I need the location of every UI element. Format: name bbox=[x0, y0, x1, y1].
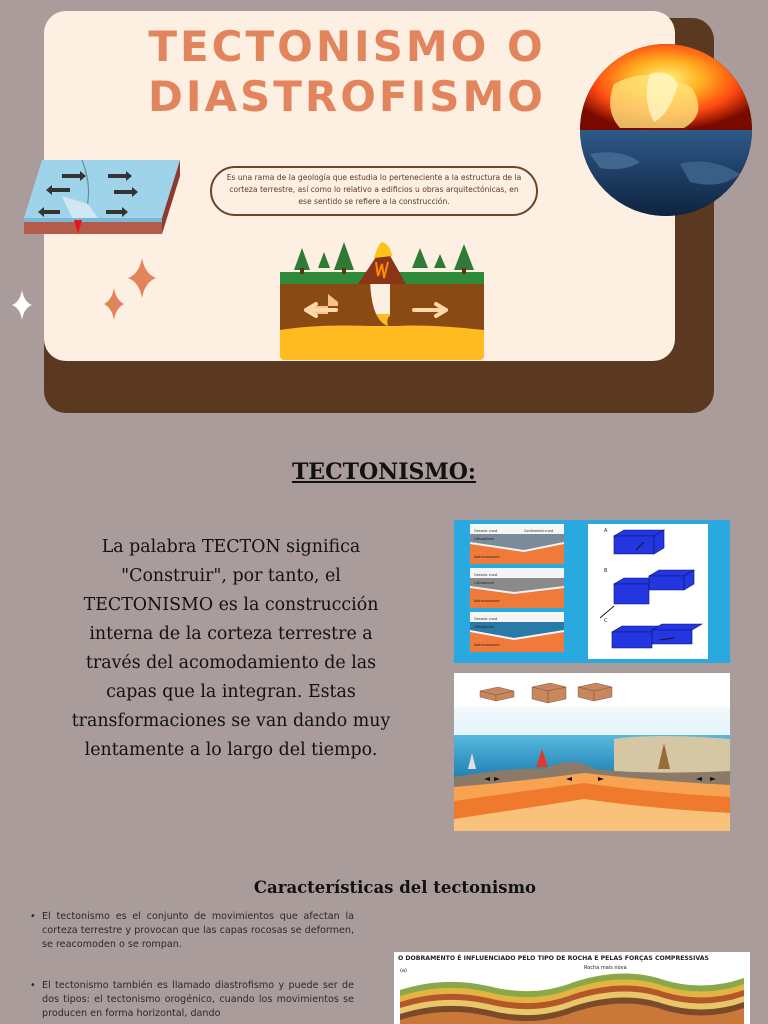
fig1-label-4: Oceanic crust bbox=[474, 573, 498, 577]
fig1-label-7: Oceanic crust bbox=[474, 617, 498, 621]
list-item: • El tectonismo también es llamado diastrofismo y puede ser de dos tipos: el tectonismo orogénico, cuando los movimientos se producen en forma horizontal, dando bbox=[30, 979, 354, 1021]
fig1-label-2: Lithosphere bbox=[474, 537, 494, 541]
fig1-label-3: Asthenosphere bbox=[474, 555, 500, 559]
fig1-label-9: Asthenosphere bbox=[474, 643, 500, 647]
fig1-label-1: Continental crust bbox=[524, 529, 554, 533]
fault-label-b: B bbox=[604, 568, 608, 574]
definition-box bbox=[210, 166, 538, 216]
fold-caption: O DOBRAMENTO É INFLUENCIADO PELO TIPO DE ROCHA E PELAS FORÇAS COMPRESSIVAS bbox=[398, 955, 709, 962]
folding-figure bbox=[394, 952, 750, 1024]
section-title: TECTONISMO: bbox=[291, 459, 477, 485]
list-item: • El tectonismo es el conjunto de movimientos que afectan la corteza terrestre y provocan que las capas rocosas se deformen, se reacomoden o se rompan. bbox=[30, 910, 354, 952]
earth-core-image bbox=[580, 44, 752, 216]
fig1-label-5: Lithosphere bbox=[474, 581, 494, 585]
ocean-ridge-figure bbox=[454, 673, 730, 831]
characteristics-list bbox=[30, 910, 354, 1024]
fig1-label-6: Asthenosphere bbox=[474, 599, 500, 603]
fig1-label-8: Lithosphere bbox=[474, 625, 494, 629]
fault-label-a: A bbox=[604, 528, 608, 534]
sparkle-icons bbox=[0, 250, 170, 330]
characteristics-title: Características del tectonismo bbox=[253, 878, 537, 897]
plate-movement-diagram bbox=[22, 156, 182, 240]
fold-sub: (a) bbox=[400, 968, 407, 974]
fold-label: Rocha mais nova bbox=[584, 965, 627, 971]
fault-label-c: C bbox=[604, 618, 608, 624]
fig1-label-0: Oceanic crust bbox=[474, 529, 498, 533]
intro-paragraph: La palabra TECTON significa "Construir", por tanto, el TECTONISMO es la construcción interna de la corteza terrestre a través del acomodamiento de las capas que la integran. Estas transformaciones se van dando muy lentamente a lo largo del tiempo. bbox=[71, 537, 391, 760]
plate-boundaries-figure bbox=[454, 520, 730, 663]
definition-text: Es una rama de la geología que estudia lo perteneciente a la estructura de la corteza terrestre, así como lo relativo a edificios u obras arquitectónicas, en ese sentido se refiere a la construcción. bbox=[226, 173, 522, 206]
volcano-diagram bbox=[278, 234, 486, 362]
page-title: TECTONISMO O DIASTROFISMO bbox=[147, 22, 546, 121]
